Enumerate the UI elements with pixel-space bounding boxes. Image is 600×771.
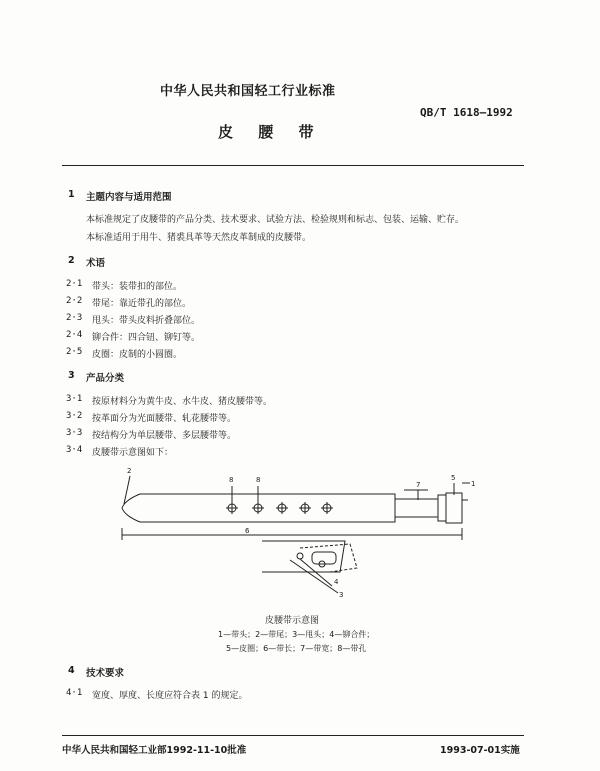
belt-diagram	[0, 460, 600, 600]
label-1: 1	[471, 480, 476, 488]
term-number: 2·2	[66, 296, 83, 306]
figure-legend-line-1: 1—带头；2—带尾；3—甩头；4—铆合件；	[218, 630, 375, 639]
approval-line: 中华人民共和国轻工业部1992-11-10批准	[62, 745, 247, 756]
term-number: 2·1	[66, 279, 83, 289]
term-text: 皮圈：皮制的小圆圈。	[92, 350, 183, 360]
section-2-heading: 术语	[86, 258, 106, 269]
class-number: 3·4	[66, 445, 83, 455]
class-text: 皮腰带示意图如下：	[92, 448, 174, 458]
section-1-para-1: 本标准规定了皮腰带的产品分类、技术要求、试验方法、检验规则和标志、包装、运输、贮存。	[86, 215, 465, 225]
section-4-heading: 技术要求	[86, 668, 125, 679]
section-4-number: 4	[68, 665, 75, 676]
label-6: 6	[245, 527, 250, 535]
label-7: 7	[416, 481, 421, 489]
term-number: 2·5	[66, 347, 83, 357]
term-text: 铆合件：四合钮、铆钉等。	[92, 333, 201, 343]
section-1-number: 1	[68, 189, 75, 200]
issuing-body: 中华人民共和国轻工行业标准	[160, 84, 336, 99]
section-1-heading: 主题内容与适用范围	[86, 192, 172, 203]
term-number: 2·4	[66, 330, 83, 340]
class-number: 3·2	[66, 411, 83, 421]
section-1-para-2: 本标准适用于用牛、猪裘具革等天然皮革制成的皮腰带。	[86, 233, 312, 243]
term-text: 甩头：带头皮料折叠部位。	[92, 316, 201, 326]
label-2: 2	[127, 467, 132, 475]
footer-divider	[62, 735, 524, 736]
head-detail	[262, 541, 357, 593]
belt-loop	[438, 495, 446, 521]
requirement-text: 宽度、厚度、长度应符合表 1 的规定。	[92, 691, 248, 701]
rivet	[297, 553, 303, 559]
figure-caption: 皮腰带示意图	[265, 616, 320, 626]
section-3-heading: 产品分类	[86, 373, 125, 384]
effective-date: 1993-07-01实施	[440, 745, 520, 756]
term-text: 带尾：靠近带孔的部位。	[92, 299, 192, 309]
term-number: 2·3	[66, 313, 83, 323]
label-5: 5	[451, 474, 456, 482]
section-2-number: 2	[68, 255, 75, 266]
section-3-number: 3	[68, 370, 75, 381]
class-text: 按原材料分为黄牛皮、水牛皮、猪皮腰带等。	[92, 397, 273, 407]
figure-legend-line-2: 5—皮圈；6—带长；7—带宽；8—带孔	[226, 644, 367, 653]
label-8a: 8	[229, 476, 234, 484]
header-divider	[62, 165, 524, 166]
standard-number: QB/T 1618—1992	[420, 106, 513, 119]
class-text: 按结构分为单层腰带、多层腰带等。	[92, 431, 237, 441]
label-3: 3	[339, 591, 344, 599]
class-text: 按革面分为光面腰带、轧花腰带等。	[92, 414, 237, 424]
belt-head	[395, 499, 438, 517]
document-title: 皮 腰 带	[218, 123, 324, 141]
class-number: 3·1	[66, 394, 83, 404]
label-4: 4	[334, 578, 339, 586]
label-8b: 8	[256, 476, 261, 484]
buckle	[446, 493, 462, 523]
term-text: 带头：装带扣的部位。	[92, 282, 183, 292]
requirement-number: 4·1	[66, 688, 83, 698]
belt-holes	[226, 502, 333, 514]
class-number: 3·3	[66, 428, 83, 438]
